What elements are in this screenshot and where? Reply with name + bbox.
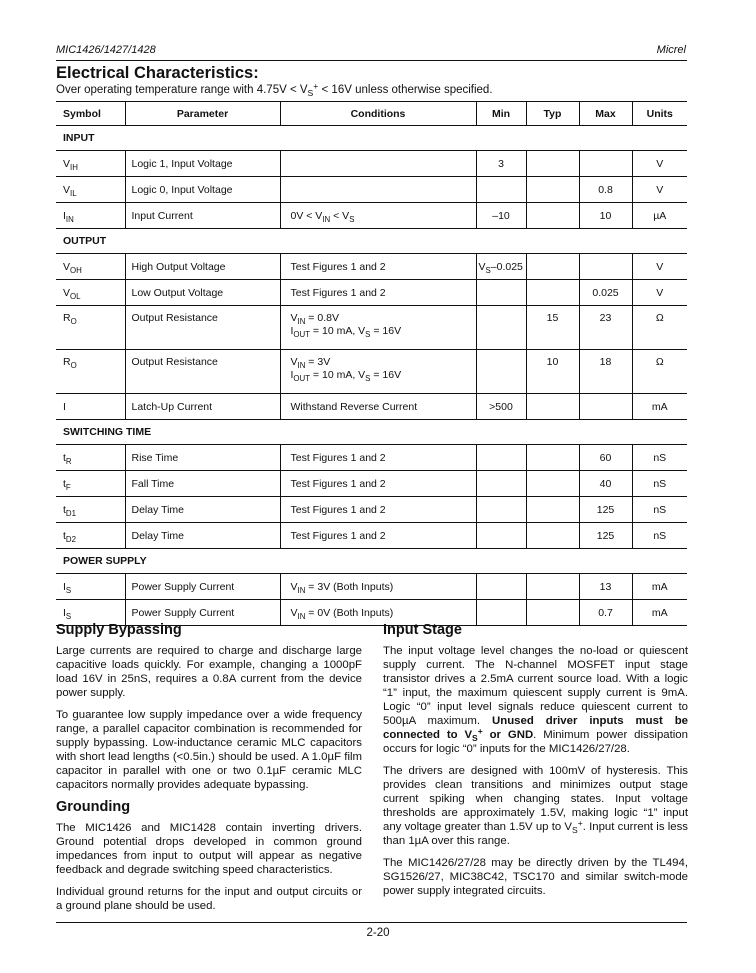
conditions-cell: Test Figures 1 and 2 bbox=[280, 445, 476, 471]
units-cell: Ω bbox=[632, 350, 687, 394]
parameter-cell: Fall Time bbox=[125, 471, 280, 497]
min-cell: >500 bbox=[476, 394, 526, 420]
units-cell: mA bbox=[632, 574, 687, 600]
supply-bypassing-paragraph-1: Large currents are required to charge and discharge large capacitive loads quickly. For example, changing a 1000pF load 16V in 25nS, requires a 0.8A current from the device power supply. bbox=[56, 645, 362, 699]
max-cell: 0.025 bbox=[579, 280, 632, 306]
symbol-cell: $t_R$ bbox=[56, 445, 125, 471]
symbol-cell: $t_F$ bbox=[56, 471, 125, 497]
typ-cell bbox=[526, 574, 579, 600]
max-cell bbox=[579, 394, 632, 420]
units-cell: V bbox=[632, 254, 687, 280]
table-row bbox=[56, 280, 687, 306]
units-cell: nS bbox=[632, 523, 687, 549]
conditions-cell: $0V < V_{IN} < V_S$ bbox=[280, 203, 476, 229]
max-cell: 13 bbox=[579, 574, 632, 600]
conditions-cell: Test Figures 1 and 2 bbox=[280, 497, 476, 523]
units-cell: nS bbox=[632, 445, 687, 471]
conditions-cell: Test Figures 1 and 2 bbox=[280, 471, 476, 497]
table-row bbox=[56, 151, 687, 177]
section-row-power-supply: POWER SUPPLY bbox=[56, 549, 687, 574]
header-part-numbers: MIC1426/1427/1428 bbox=[56, 44, 156, 56]
units-cell: mA bbox=[632, 394, 687, 420]
table-row bbox=[56, 574, 687, 600]
min-cell bbox=[476, 523, 526, 549]
parameter-cell: Latch-Up Current bbox=[125, 394, 280, 420]
table-row bbox=[56, 497, 687, 523]
symbol-cell: $V_{OL}$ bbox=[56, 280, 125, 306]
typ-cell bbox=[526, 151, 579, 177]
page-number: 2-20 bbox=[366, 927, 390, 939]
max-cell: 60 bbox=[579, 445, 632, 471]
parameter-cell: Output Resistance bbox=[125, 350, 280, 394]
typ-cell bbox=[526, 445, 579, 471]
typ-cell bbox=[526, 600, 579, 626]
symbol-cell: I bbox=[56, 394, 125, 420]
min-cell: –10 bbox=[476, 203, 526, 229]
symbol-cell: $V_{IH}$ bbox=[56, 151, 125, 177]
max-cell: 125 bbox=[579, 523, 632, 549]
units-cell: mA bbox=[632, 600, 687, 626]
parameter-cell: Input Current bbox=[125, 203, 280, 229]
units-cell: V bbox=[632, 280, 687, 306]
typ-cell: 15 bbox=[526, 306, 579, 350]
symbol-cell: $I_{IN}$ bbox=[56, 203, 125, 229]
table-row bbox=[56, 254, 687, 280]
conditions-cell bbox=[280, 177, 476, 203]
input-stage-paragraph-3: The MIC1426/27/28 may be directly driven by the TL494, SG1526/27, MIC38C42, TSC170 and similar switch-mode power supply integrated circuits. bbox=[383, 857, 688, 897]
max-cell: 40 bbox=[579, 471, 632, 497]
section-row-input: INPUT bbox=[56, 126, 687, 151]
parameter-cell: High Output Voltage bbox=[125, 254, 280, 280]
symbol-cell: $R_O$ bbox=[56, 306, 125, 350]
col-header-symbol: Symbol bbox=[56, 102, 125, 126]
footer-rule bbox=[56, 922, 687, 923]
section-subtitle: Over operating temperature range with $4.75V < V_S^+ < 16V$ unless otherwise specified. bbox=[56, 81, 493, 99]
conditions-cell bbox=[280, 151, 476, 177]
conditions-cell: $V_{IN} = 0.8V$ $I_{OUT} = 10$ mA, $V_S = 16V$ bbox=[280, 306, 476, 350]
typ-cell bbox=[526, 280, 579, 306]
conditions-cell: Withstand Reverse Current bbox=[280, 394, 476, 420]
symbol-cell: $I_S$ bbox=[56, 574, 125, 600]
col-header-units: Units bbox=[632, 102, 687, 126]
table-row bbox=[56, 523, 687, 549]
conditions-cell: $V_{IN} = 0V$ (Both Inputs) bbox=[280, 600, 476, 626]
min-cell bbox=[476, 280, 526, 306]
section-row-output: OUTPUT bbox=[56, 229, 687, 254]
left-text-column bbox=[56, 623, 362, 921]
supply-bypassing-heading: Supply Bypassing bbox=[56, 622, 182, 638]
typ-cell bbox=[526, 523, 579, 549]
max-cell: 18 bbox=[579, 350, 632, 394]
max-cell: 0.7 bbox=[579, 600, 632, 626]
supply-bypassing-paragraph-2: To guarantee low supply impedance over a wide frequency range, a parallel capacitor combination is recommended for supply bypassing. Low-inductance ceramic MLC capacitors with short lead lengths (<0.5in.) should be used. A 1.0µF film capacitor in parallel with one or two 0.1µF ceramic MLC capacitors normally provides adequate bypassing. bbox=[56, 709, 362, 791]
typ-cell bbox=[526, 254, 579, 280]
parameter-cell: Delay Time bbox=[125, 523, 280, 549]
table-row bbox=[56, 350, 687, 394]
table-row bbox=[56, 306, 687, 350]
header-rule bbox=[56, 60, 687, 61]
min-cell bbox=[476, 600, 526, 626]
max-cell: 125 bbox=[579, 497, 632, 523]
parameter-cell: Delay Time bbox=[125, 497, 280, 523]
section-title: Electrical Characteristics: bbox=[56, 64, 259, 82]
typ-cell bbox=[526, 471, 579, 497]
parameter-cell: Output Resistance bbox=[125, 306, 280, 350]
min-cell bbox=[476, 471, 526, 497]
typ-cell bbox=[526, 394, 579, 420]
conditions-cell: Test Figures 1 and 2 bbox=[280, 280, 476, 306]
parameter-cell: Rise Time bbox=[125, 445, 280, 471]
max-cell: 23 bbox=[579, 306, 632, 350]
max-cell: 10 bbox=[579, 203, 632, 229]
col-header-parameter: Parameter bbox=[125, 102, 280, 126]
min-cell bbox=[476, 350, 526, 394]
symbol-cell: $R_O$ bbox=[56, 350, 125, 394]
col-header-conditions: Conditions bbox=[280, 102, 476, 126]
col-header-min: Min bbox=[476, 102, 526, 126]
symbol-cell: $t_{D1}$ bbox=[56, 497, 125, 523]
max-cell: 0.8 bbox=[579, 177, 632, 203]
symbol-cell: $I_S$ bbox=[56, 600, 125, 626]
input-stage-paragraph-2: The drivers are designed with 100mV of hysteresis. This provides clean transitions and minimizes output stage current spiking when changing states. Input voltage thresholds are approximately 1.5V, making logic “1” input any voltage greater than 1.5V up to $V_S^+$. Input current is less than 1µA over this range. bbox=[383, 765, 688, 847]
table-row bbox=[56, 203, 687, 229]
typ-cell bbox=[526, 497, 579, 523]
max-cell bbox=[579, 254, 632, 280]
min-cell: 3 bbox=[476, 151, 526, 177]
min-cell bbox=[476, 574, 526, 600]
parameter-cell: Logic 0, Input Voltage bbox=[125, 177, 280, 203]
conditions-cell: $V_{IN} = 3V$ $I_{OUT} = 10$ mA, $V_S = 16V$ bbox=[280, 350, 476, 394]
parameter-cell: Power Supply Current bbox=[125, 574, 280, 600]
table-row bbox=[56, 177, 687, 203]
parameter-cell: Power Supply Current bbox=[125, 600, 280, 626]
min-cell bbox=[476, 497, 526, 523]
right-text-column bbox=[383, 623, 688, 906]
symbol-cell: $V_{IL}$ bbox=[56, 177, 125, 203]
input-stage-heading: Input Stage bbox=[383, 622, 462, 638]
col-header-typ: Typ bbox=[526, 102, 579, 126]
parameter-cell: Low Output Voltage bbox=[125, 280, 280, 306]
section-row-switching-time: SWITCHING TIME bbox=[56, 420, 687, 445]
units-cell: nS bbox=[632, 471, 687, 497]
min-cell: $V_S-0.025$ bbox=[476, 254, 526, 280]
table-row bbox=[56, 445, 687, 471]
units-cell: µA bbox=[632, 203, 687, 229]
table-header-row bbox=[56, 102, 687, 126]
typ-cell bbox=[526, 203, 579, 229]
units-cell: Ω bbox=[632, 306, 687, 350]
table-row bbox=[56, 471, 687, 497]
symbol-cell: $V_{OH}$ bbox=[56, 254, 125, 280]
electrical-characteristics-table bbox=[56, 101, 687, 626]
min-cell bbox=[476, 177, 526, 203]
units-cell: V bbox=[632, 177, 687, 203]
conditions-cell: Test Figures 1 and 2 bbox=[280, 523, 476, 549]
min-cell bbox=[476, 445, 526, 471]
grounding-heading: Grounding bbox=[56, 799, 131, 815]
min-cell bbox=[476, 306, 526, 350]
table-row bbox=[56, 394, 687, 420]
input-stage-paragraph-1: The input voltage level changes the no-load or quiescent supply current. The N-channel MOSFET input stage transistor drives a 2.5mA current source load. With a logic “1” input, the maximum quiescent supply current is 9mA. Logic “0” input level signals reduce quiescent current to 500µA maximum. Unused driver inputs must be connected to $V_S^+$ or GND. Minimum power dissipation occurs for logic “0” inputs for the MIC1426/27/28. bbox=[383, 645, 688, 755]
symbol-cell: $t_{D2}$ bbox=[56, 523, 125, 549]
parameter-cell: Logic 1, Input Voltage bbox=[125, 151, 280, 177]
units-cell: nS bbox=[632, 497, 687, 523]
conditions-cell: Test Figures 1 and 2 bbox=[280, 254, 476, 280]
header-company: Micrel bbox=[656, 44, 686, 56]
max-cell bbox=[579, 151, 632, 177]
typ-cell bbox=[526, 177, 579, 203]
grounding-paragraph-1: The MIC1426 and MIC1428 contain inverting drivers. Ground potential drops developed in common ground impedances from input to output will appear as negative feedback and degrade switching speed characteristics. bbox=[56, 822, 362, 876]
typ-cell: 10 bbox=[526, 350, 579, 394]
conditions-cell: $V_{IN} = 3V$ (Both Inputs) bbox=[280, 574, 476, 600]
units-cell: V bbox=[632, 151, 687, 177]
grounding-paragraph-2: Individual ground returns for the input and output circuits or a ground plane should be used. bbox=[56, 886, 362, 912]
page-header bbox=[56, 42, 686, 58]
col-header-max: Max bbox=[579, 102, 632, 126]
